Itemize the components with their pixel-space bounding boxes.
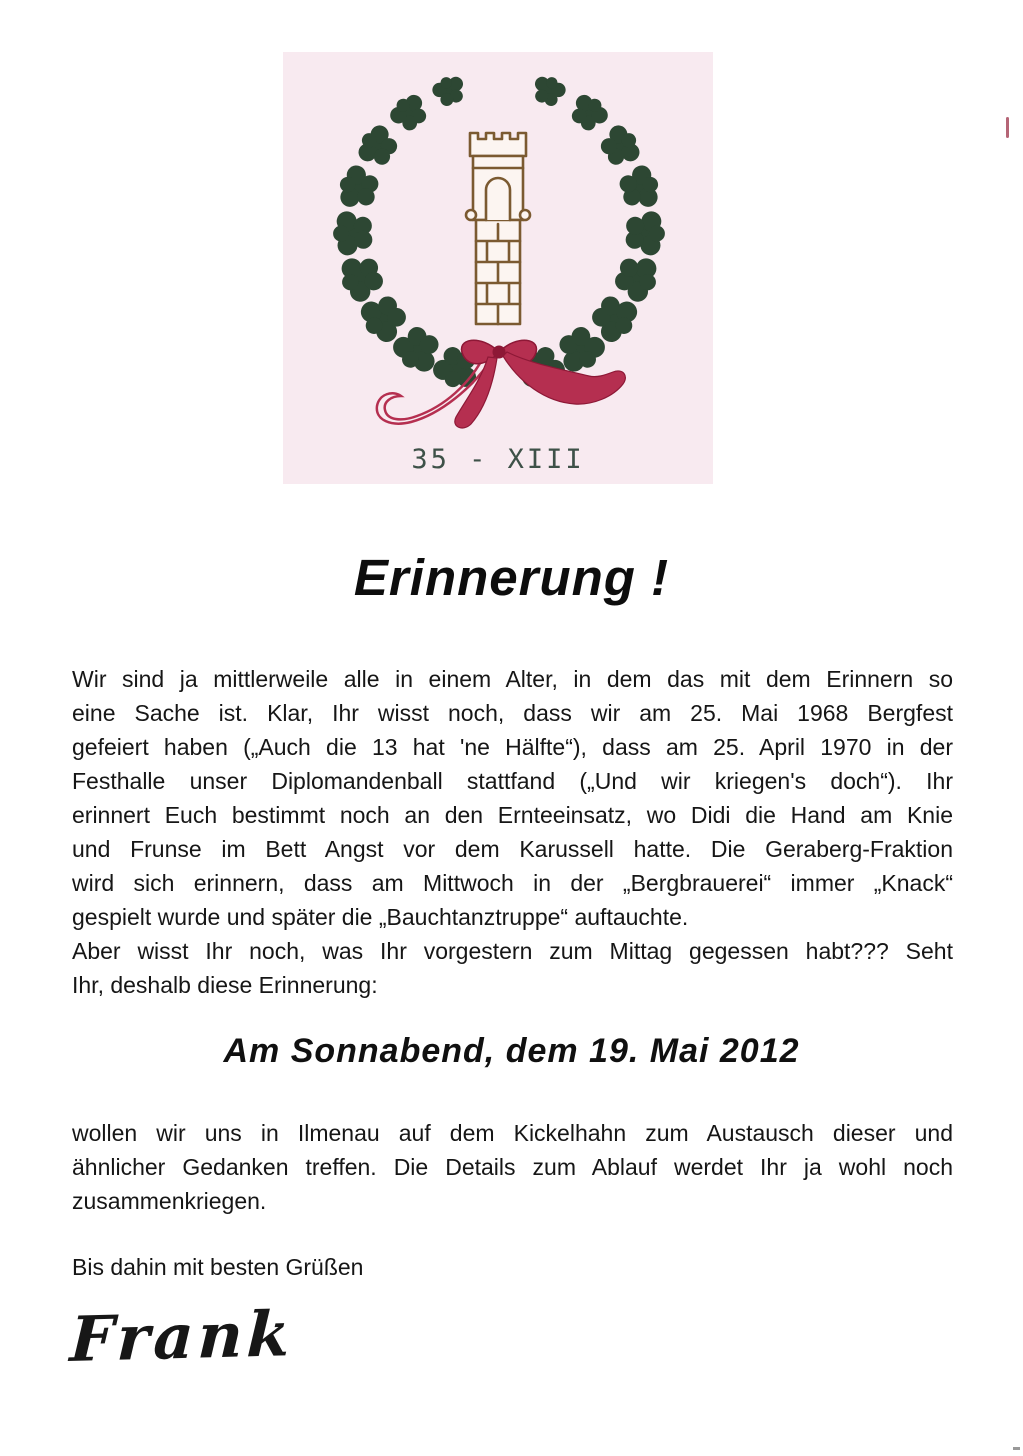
text-line: ähnlicher Gedanken treffen. Die Details zum Ablauf werdet Ihr ja wohl noch — [72, 1154, 953, 1180]
text-line: und Frunse im Bett Angst vor dem Karussell hatte. Die Geraberg-Fraktion — [72, 836, 953, 862]
brick-tower-icon — [466, 133, 530, 324]
closing-greeting: Bis dahin mit besten Grüßen — [72, 1254, 364, 1280]
text-line: Festhalle unser Diplomandenball stattfand („Und wir kriegen's doch“). Ihr — [72, 768, 953, 794]
scan-artifact-right-edge — [1006, 117, 1009, 138]
text-line: Aber wisst Ihr noch, was Ihr vorgestern zum Mittag gegessen habt??? Seht — [72, 938, 953, 964]
text-line: Ihr, deshalb diese Erinnerung: — [72, 972, 378, 998]
text-line: wird sich erinnern, dass am Mittwoch in der „Bergbrauerei“ immer „Knack“ — [72, 870, 953, 896]
paragraph-memories — [72, 662, 953, 934]
text-line: wollen wir uns in Ilmenau auf dem Kickelhahn zum Austausch dieser und — [72, 1120, 953, 1146]
emblem — [283, 52, 713, 452]
emblem-label: 35 - XIII — [411, 444, 585, 475]
text-line: eine Sache ist. Klar, Ihr wisst noch, dass wir am 25. Mai 1968 Bergfest — [72, 700, 953, 726]
text-line: zusammenkriegen. — [72, 1188, 267, 1214]
letter-title: Erinnerung ! — [353, 549, 670, 606]
paragraph-question — [72, 934, 953, 1002]
text-line: erinnert Euch bestimmt noch an den Ernteeinsatz, wo Didi die Hand am Knie — [72, 802, 953, 828]
event-date-heading: Am Sonnabend, dem 19. Mai 2012 — [223, 1032, 800, 1070]
text-line: gefeiert haben („Auch die 13 hat 'ne Hälfte“), dass am 25. April 1970 in der — [72, 734, 953, 760]
signature: Frank — [68, 1297, 296, 1376]
text-line: gespielt wurde und später die „Bauchtanztruppe“ auftauchte. — [72, 904, 689, 930]
scan-artifact-bottom-corner — [1013, 1447, 1020, 1450]
text-line: Wir sind ja mittlerweile alle in einem Alter, in dem das mit dem Erinnern so — [72, 666, 953, 692]
paragraph-meeting-details — [72, 1116, 953, 1218]
